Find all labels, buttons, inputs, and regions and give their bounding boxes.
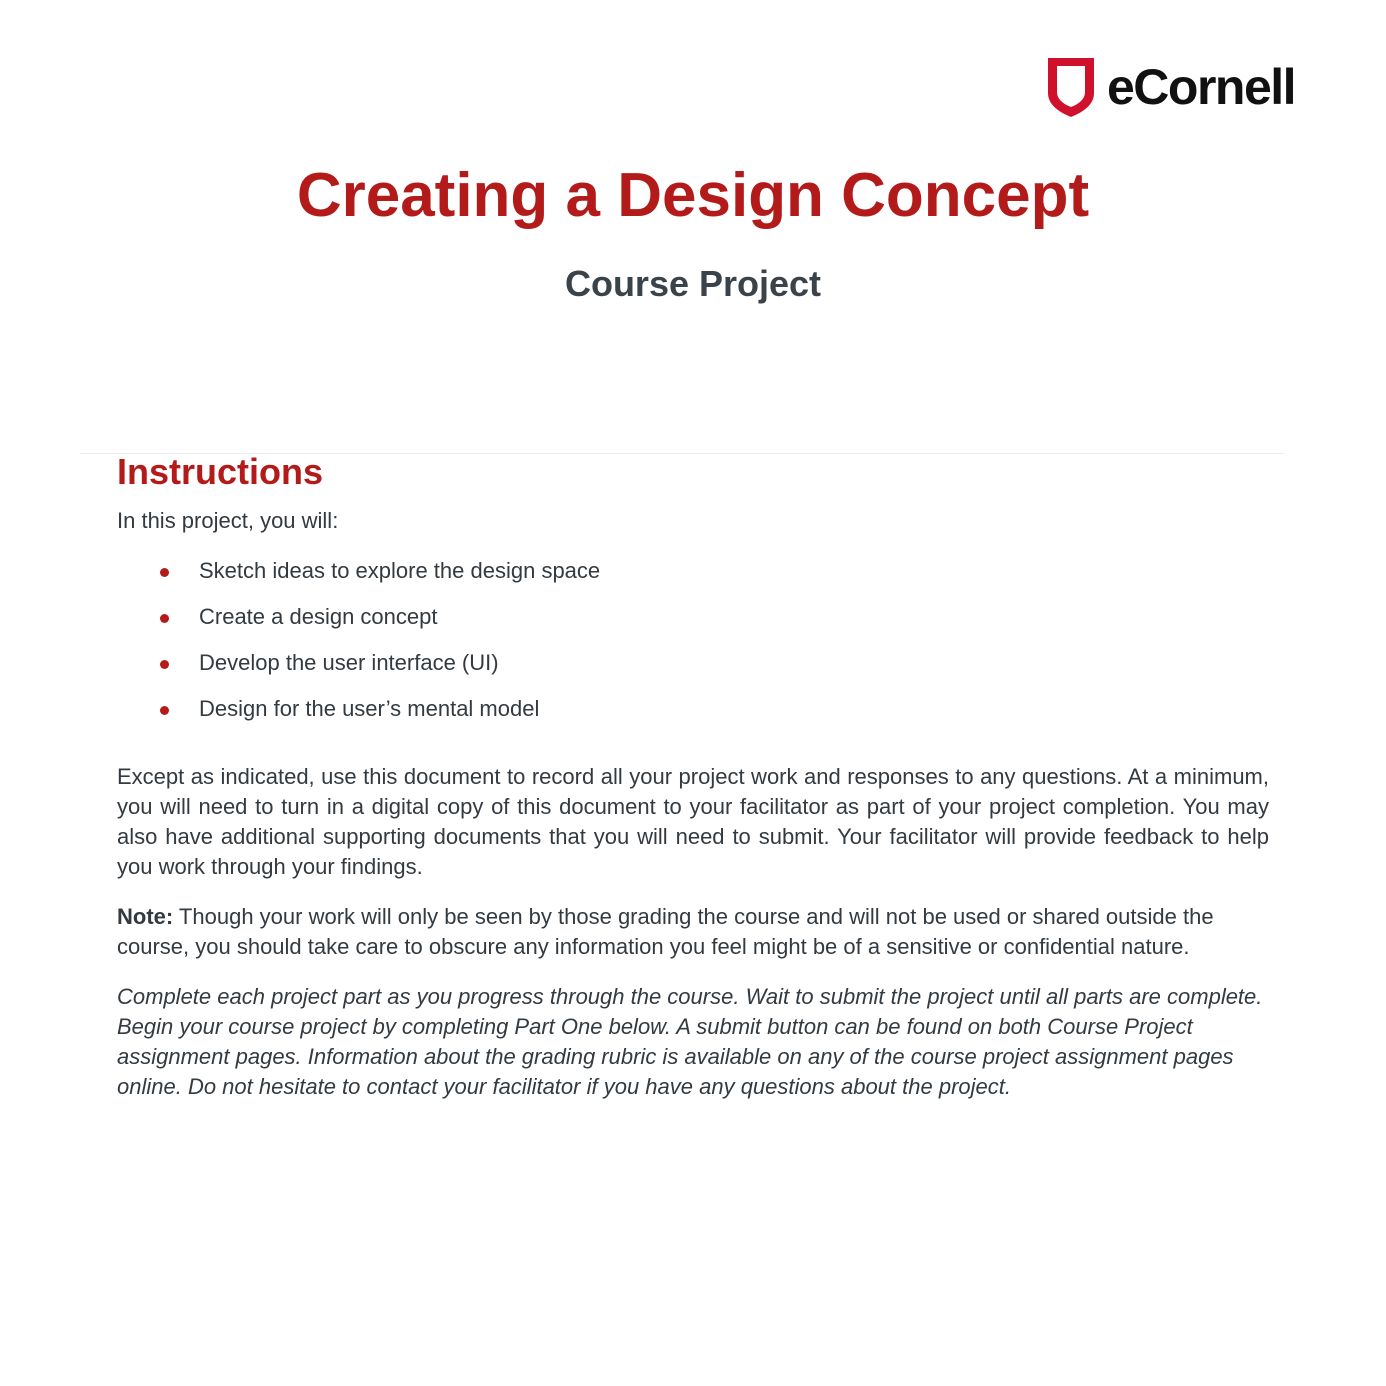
bullet-icon [160,660,169,669]
list-item-text: Develop the user interface (UI) [199,650,499,675]
page-subtitle: Course Project [564,263,822,304]
bullet-icon [160,706,169,715]
note-paragraph [117,902,1269,962]
note-text: Though your work will only be seen by those grading the course and will not be used or shared outside the course, you should take care to obscure any information you feel might be of a sensitive or confidential nature. [117,904,1214,959]
bullet-icon [160,568,169,577]
instructions-heading: Instructions [117,451,324,492]
list-item-text: Sketch ideas to explore the design space [199,558,601,583]
italic-paragraph: Complete each project part as you progress through the course. Wait to submit the project until all parts are complete. Begin your course project by completing Part One below. A submit button can be found on both Course Project assignment pages. Information about the grading rubric is available on any of the course project assignment pages online. Do not hesitate to contact your facilitator if you have any questions about the project. [117,984,1263,1099]
shield-icon [1045,55,1097,119]
bullet-icon [160,614,169,623]
instructions-paragraph: Except as indicated, use this document to record all your project work and responses to any questions. At a minimum, you will need to turn in a digital copy of this document to your facilitator as part of your project completion. You may also have additional supporting documents that you will need to submit. Your facilitator will provide feedback to help you work through your findings. [117,764,1269,879]
list-item [117,648,1269,678]
list-item [117,694,1269,724]
note-label: Note: [117,904,174,929]
objectives-list [117,556,1269,724]
ecornell-logo [1045,55,1295,119]
page-title: Creating a Design Concept [296,161,1090,230]
list-item-text: Create a design concept [199,604,438,629]
list-item [117,556,1269,586]
instructions-section [117,450,1269,1102]
list-item [117,602,1269,632]
intro-text: In this project, you will: [117,508,339,533]
logo-text: eCornell [1107,59,1296,115]
list-item-text: Design for the user’s mental model [199,696,540,721]
